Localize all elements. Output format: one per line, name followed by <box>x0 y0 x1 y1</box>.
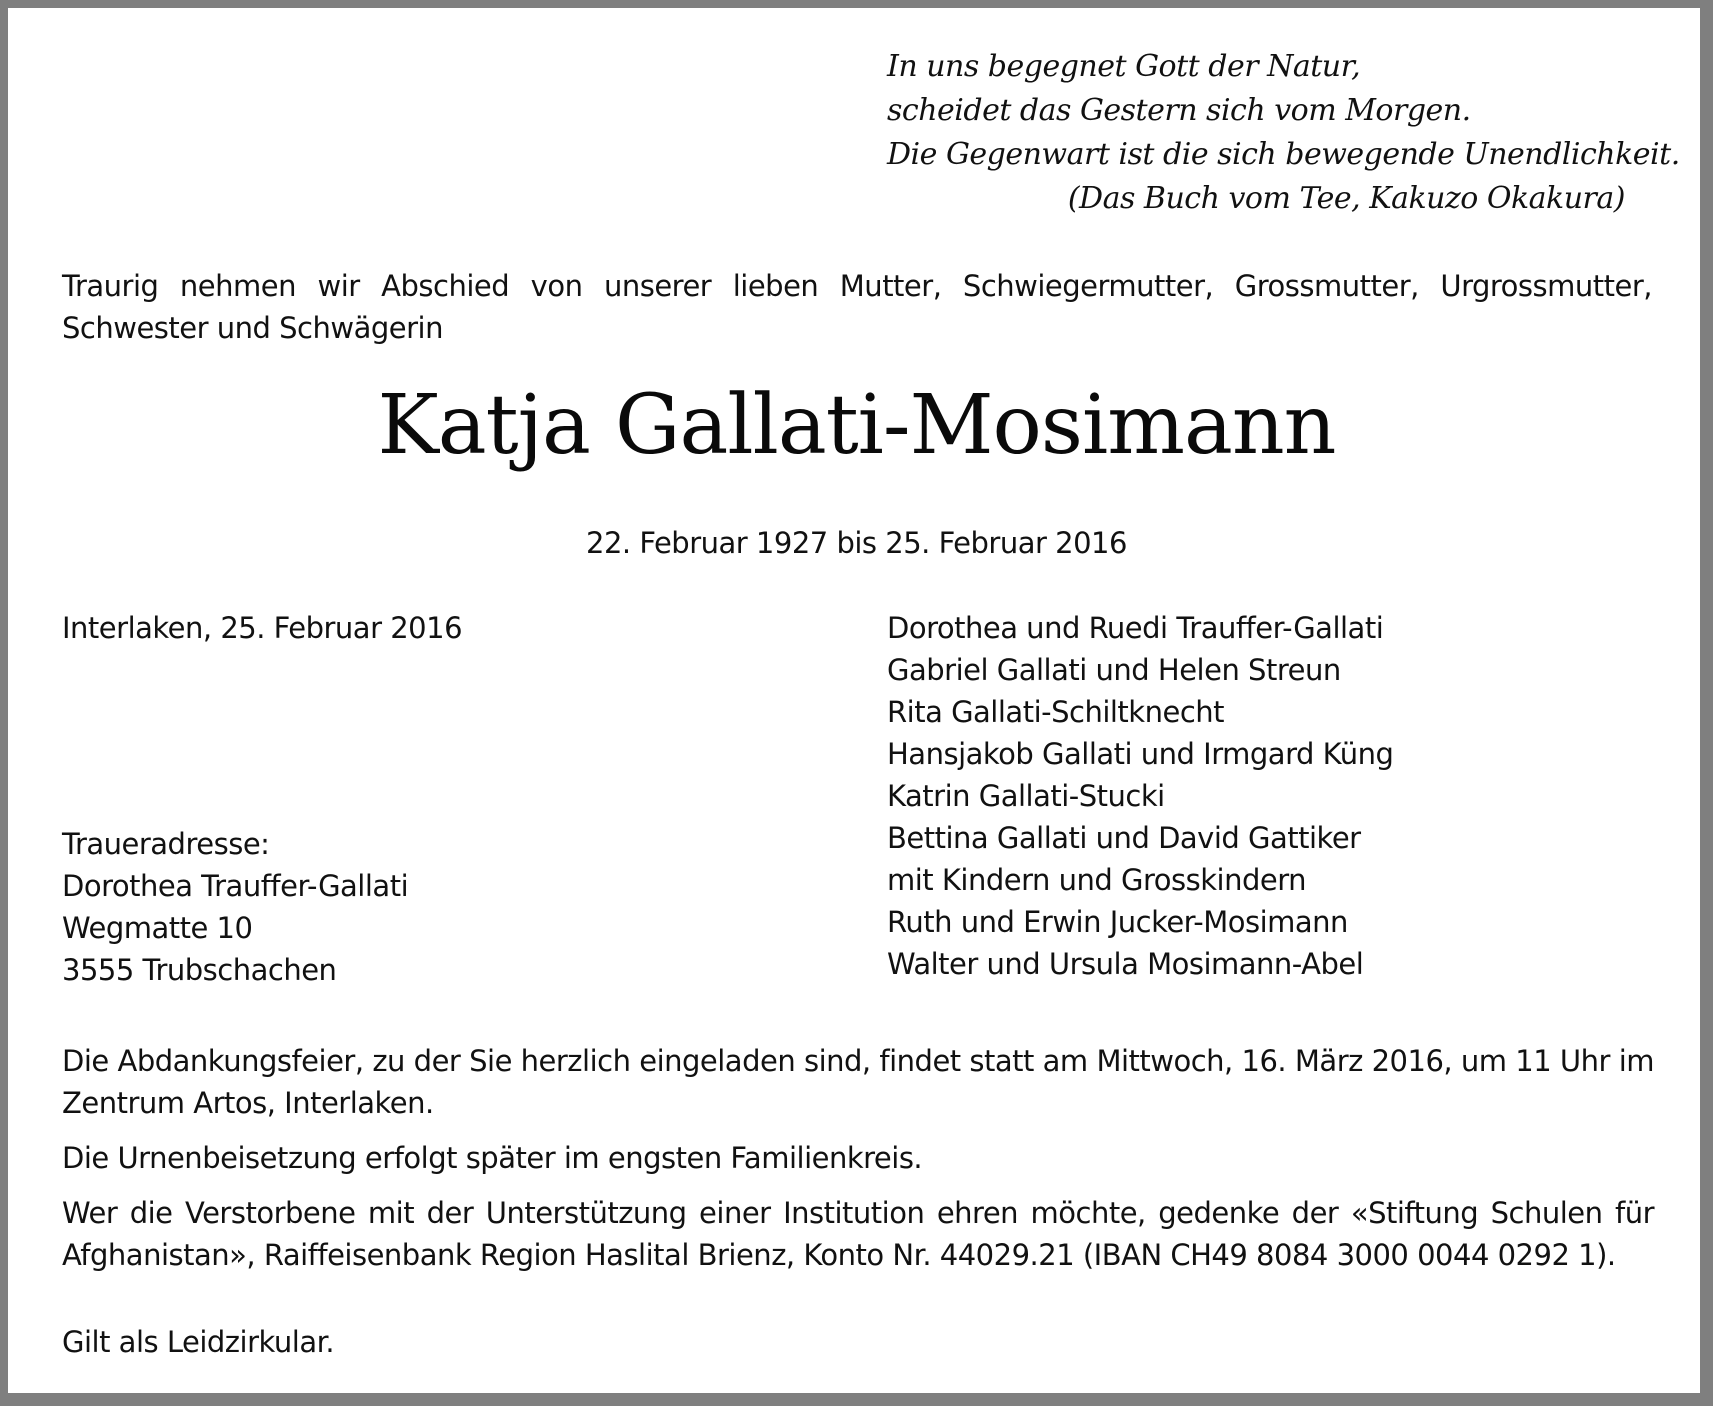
family-member: Ruth und Erwin Jucker-Mosimann <box>887 905 1348 939</box>
quote-source: (Das Buch vom Tee, Kakuzo Okakura) <box>1067 181 1625 216</box>
donation-info: Wer die Verstorbene mit der Unterstützung einer Institution ehren möchte, gedenke der «Stiftung Schulen für Afghanistan», Raiffeisenbank Region Haslital Brienz, Konto Nr. 44029.21 (IBAN CH49 8084 3000 0044 0292 1). <box>62 1196 1654 1272</box>
deceased-name: Katja Gallati-Mosimann <box>377 378 1336 473</box>
urn-info: Die Urnenbeisetzung erfolgt später im engsten Familienkreis. <box>62 1141 923 1175</box>
family-member: Walter und Ursula Mosimann-Abel <box>887 947 1364 981</box>
circular-note: Gilt als Leidzirkular. <box>62 1325 335 1359</box>
address-line: Traueradresse: <box>62 827 270 861</box>
ceremony-info: Die Abdankungsfeier, zu der Sie herzlich eingeladen sind, findet statt am Mittwoch, 16. März 2016, um 11 Uhr im Zentrum Artos, Interlaken. <box>62 1044 1654 1120</box>
quote-line: scheidet das Gestern sich vom Morgen. <box>887 93 1471 128</box>
family-list <box>887 607 1393 985</box>
family-member: Dorothea und Ruedi Trauffer-Gallati <box>887 611 1384 645</box>
family-member: Gabriel Gallati und Helen Streun <box>887 653 1341 687</box>
address-line: 3555 Trubschachen <box>62 953 337 987</box>
mourning-address <box>62 823 408 991</box>
life-dates: 22. Februar 1927 bis 25. Februar 2016 <box>586 526 1127 560</box>
quote-line: In uns begegnet Gott der Natur, <box>887 49 1361 84</box>
family-member: Bettina Gallati und David Gattiker <box>887 821 1361 855</box>
epigraph-quote <box>887 45 1680 221</box>
family-member: Katrin Gallati-Stucki <box>887 779 1165 813</box>
quote-line: Die Gegenwart ist die sich bewegende Unendlichkeit. <box>887 137 1680 172</box>
address-line: Wegmatte 10 <box>62 911 253 945</box>
intro-text: Traurig nehmen wir Abschied von unserer lieben Mutter, Schwiegermutter, Grossmutter, Urgrossmutter, Schwester und Schwägerin <box>62 269 1652 345</box>
address-line: Dorothea Trauffer-Gallati <box>62 869 409 903</box>
family-member: mit Kindern und Grosskindern <box>887 863 1306 897</box>
family-member: Hansjakob Gallati und Irmgard Küng <box>887 737 1394 771</box>
place-date: Interlaken, 25. Februar 2016 <box>62 611 463 645</box>
family-member: Rita Gallati-Schiltknecht <box>887 695 1225 729</box>
